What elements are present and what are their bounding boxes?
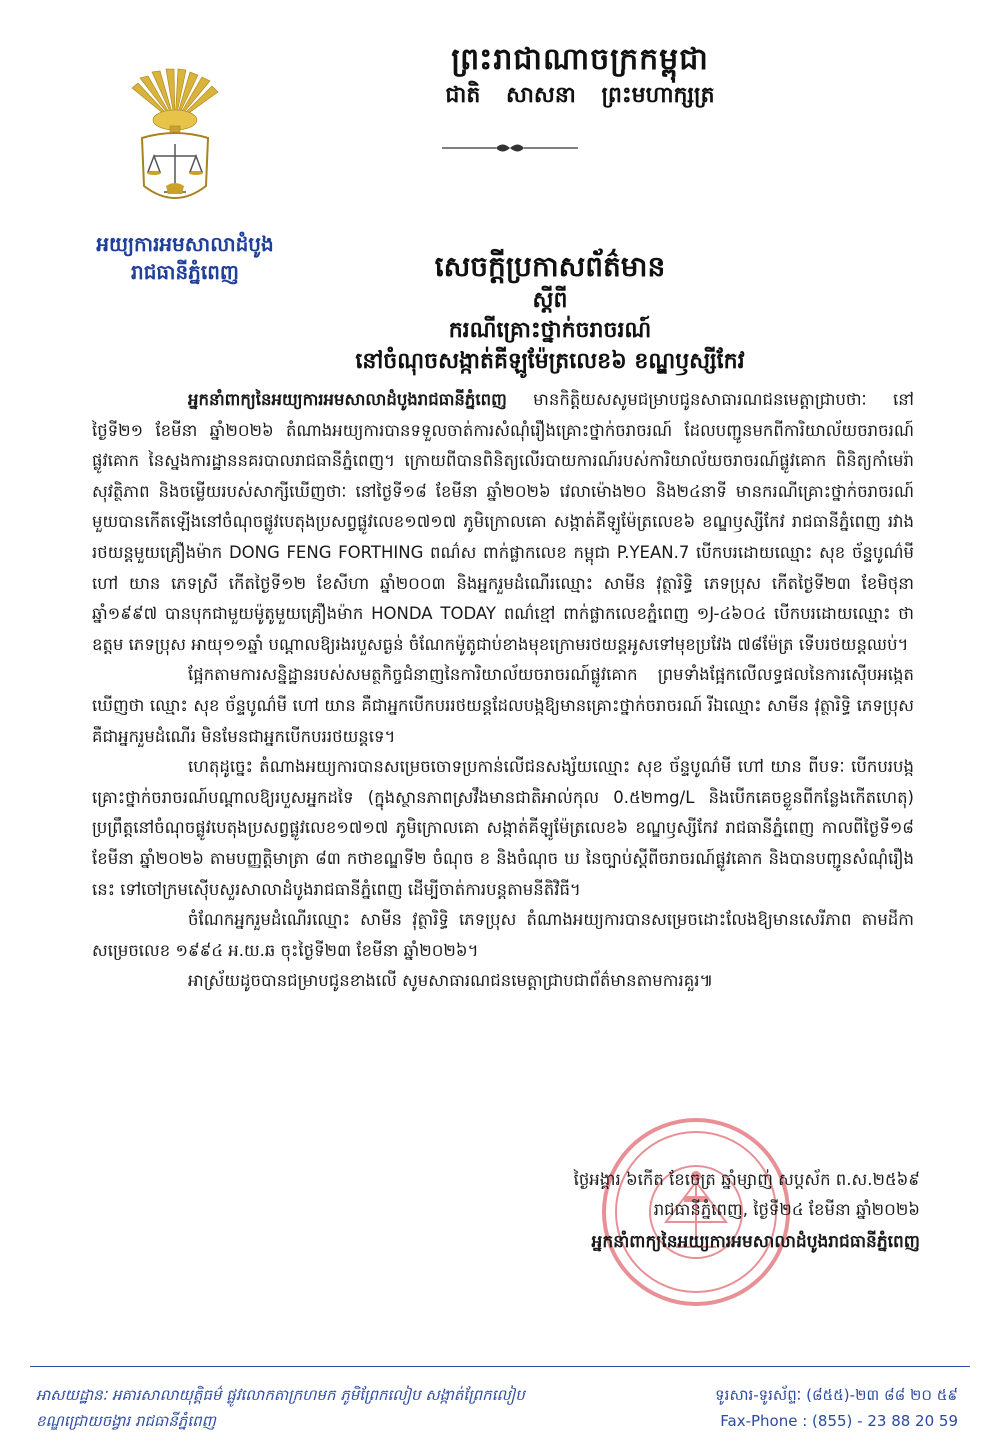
divider-ornament-icon: [440, 140, 580, 156]
title-subject: ករណីគ្រោះថ្នាក់ចរាចរណ៍: [448, 318, 652, 343]
ministry-name: [60, 230, 310, 286]
footer: [30, 1372, 970, 1430]
announcement-body: [92, 385, 914, 997]
footer-address: [36, 1382, 596, 1434]
kingdom-name: ព្រះរាជាណាចក្រកម្ពុជា: [451, 42, 709, 77]
footer-contact: [658, 1382, 958, 1434]
lunar-date: ថ្ងៃអង្គារ ៦កើត ខែចេត្រ ឆ្នាំម្សាញ់ សប្តស័ក ព.ស.២៥៦៩: [573, 1170, 920, 1189]
paragraph-1-text: មានកិត្តិយសសូមជម្រាបជូនសាធារណជនមេត្តាជ្រាបថាៈ នៅថ្ងៃទី២១ ខែមីនា ឆ្នាំ២០២៦ តំណាងអយ្យការបានទទួលចាត់ការសំណុំរឿងគ្រោះថ្នាក់ចរាចរណ៍ ដែលបញ្ជូនមកពីការិយាល័យចរាចរណ៍ផ្លូវគោក នៃស្នងការដ្ឋាននគរបាលរាជធានីភ្នំពេញ។ ក្រោយពីបានពិនិត្យលើរបាយការណ៍របស់ការិយាល័យចរាចរណ៍ផ្លូវគោក ពិនិត្យកាំមេរ៉ាសុវត្ថិភាព និងចម្លើយរបស់សាក្សីឃើញថាៈ នៅថ្ងៃទី១៨ ខែមីនា ឆ្នាំ២០២៦ វេលាម៉ោង២០ និង២៤នាទី មានករណីគ្រោះថ្នាក់ចរាចរណ៍មួយបានកើតឡើងនៅចំណុចផ្លូវបេតុងប្រសព្វផ្លូវលេខ១៧១៧ ភូមិក្រោលគោ សង្កាត់គីឡូម៉ែត្រលេខ៦ ខណ្ឌឫស្សីកែវ រាជធានីភ្នំពេញ រវាងរថយន្តមួយគ្រឿងម៉ាក DONG FENG FORTHING ពណ៌ស ពាក់ផ្លាកលេខ កម្ពុជា P.YEAN.7 បើកបរដោយឈ្មោះ សុខ ច័ន្ទបូណ៌មី ហៅ យាន ភេទស្រី កើតថ្ងៃទី១២ ខែសីហា ឆ្នាំ២០០៣ និងអ្នករួមដំណើរឈ្មោះ សាមីន វុត្ថារិទ្ធិ ភេទប្រុស កើតថ្ងៃទី២៣ ខែមិថុនា ឆ្នាំ១៩៩៧ បានបុកជាមួយម៉ូតូមួយគ្រឿងម៉ាក HONDA TODAY ពណ៌ខ្មៅ ពាក់ផ្លាកលេខភ្នំពេញ ១J-៤៦០៤ បើកបរដោយឈ្មោះ ថា ឧត្តម ភេទប្រុស អាយុ១១ឆ្នាំ បណ្តាលឱ្យរងរបួសធ្ងន់ ចំណែកម៉ូតូជាប់ខាងមុខក្រោមរថយន្តអូសទៅមុខប្រវែង ៧៨ម៉ែត្រ ទើបរថយន្តឈប់។: [92, 390, 914, 654]
phone-english: Fax-Phone : (855) - 23 88 20 59: [720, 1412, 958, 1430]
paragraph-4: ចំណែកអ្នករួមដំណើរឈ្មោះ សាមីន វុត្ថារិទ្ធិ ភេទប្រុស តំណាងអយ្យការបានសម្រេចដោះលែងឱ្យមានសេរីភាព តាមដីកាសម្រេចលេខ ១៩៩៤ អ.យ.ឆ ចុះថ្ងៃទី២៣ ខែមីនា ឆ្នាំ២០២៦។: [92, 910, 914, 960]
paragraph-2: ផ្អែកតាមការសន្និដ្ឋានរបស់សមត្ថកិច្ចជំនាញនៃការិយាល័យចរាចរណ៍ផ្លូវគោក ព្រមទាំងផ្អែកលើលទ្ធផលនៃការស៊ើបអង្កេតឃើញថា ឈ្មោះ សុខ ច័ន្ទបូណ៌មី ហៅ យាន គឺជាអ្នកបើកបររថយន្តដែលបង្កឱ្យមានគ្រោះថ្នាក់ចរាចរណ៍ រីឯឈ្មោះ សាមីន វុត្ថារិទ្ធិ ភេទប្រុស គឺជាអ្នករួមដំណើរ មិនមែនជាអ្នកបើកបររថយន្តទេ។: [92, 665, 914, 746]
title-about: ស្តីពី: [532, 288, 568, 313]
signatory-title: អ្នកនាំពាក្យនៃអយ្យការអមសាលាដំបូងរាជធានីភ្នំពេញ: [591, 1232, 920, 1252]
paragraph-5: អាស្រ័យដូចបានជម្រាបជូនខាងលើ សូមសាធារណជនមេត្តាជ្រាបជាព័ត៌មានតាមការគួរ៕: [188, 971, 714, 991]
ministry-name-line2: រាជធានីភ្នំពេញ: [131, 260, 239, 284]
signoff-block: [420, 1165, 920, 1257]
ministry-name-line1: អយ្យការអមសាលាដំបូង: [96, 232, 274, 256]
title-location: នៅចំណុចសង្កាត់គីឡូម៉ែត្រលេខ៦ ខណ្ឌឫស្សីកែវ: [355, 349, 745, 374]
national-motto: ជាតិ សាសនា ព្រះមហាក្សត្រ: [445, 83, 715, 108]
phone-khmer: ទូរសារ-ទូរស័ព្ទៈ (៨៥៥)-២៣ ៨៨ ២០ ៥៩: [715, 1386, 958, 1404]
kingdom-heading: [330, 40, 830, 112]
spokesperson-lead: អ្នកនាំពាក្យនៃអយ្យការអមសាលាដំបូងរាជធានីភ្នំពេញ: [188, 390, 507, 409]
paragraph-1: [92, 385, 914, 660]
address-line2: ខណ្ឌជ្រោយចង្វារ រាជធានីភ្នំពេញ: [36, 1412, 216, 1430]
place-and-date: រាជធានីភ្នំពេញ, ថ្ងៃទី២៤ ខែមីនា ឆ្នាំ២០២៦: [653, 1200, 920, 1219]
footer-divider: [30, 1366, 970, 1367]
paragraph-3: ហេតុដូច្នេះ តំណាងអយ្យការបានសម្រេចចោទប្រកាន់លើជនសង្ស័យឈ្មោះ សុខ ច័ន្ទបូណ៌មី ហៅ យាន ពីបទៈ បើកបរបង្កគ្រោះថ្នាក់ចរាចរណ៍បណ្តាលឱ្យរបួសអ្នកដទៃ (ក្នុងស្ថានភាពស្រវឹងមានជាតិអាល់កុល 0.៥២mg/L និងបើកគេចខ្លួនពីកន្លែងកើតហេតុ) ប្រព្រឹត្តនៅចំណុចផ្លូវបេតុងប្រសព្វផ្លូវលេខ១៧១៧ ភូមិក្រោលគោ សង្កាត់គីឡូម៉ែត្រលេខ៦ ខណ្ឌឫស្សីកែវ រាជធានីភ្នំពេញ កាលពីថ្ងៃទី១៨ ខែមីនា ឆ្នាំ២០២៦ តាមបញ្ញត្តិមាត្រា ៨៣ កថាខណ្ឌទី២ ចំណុច ខ និងចំណុច ឃ នៃច្បាប់ស្តីពីចរាចរណ៍ផ្លូវគោក និងបានបញ្ជូនសំណុំរឿងនេះ ទៅចៅក្រមស៊ើបសួរសាលាដំបូងរាជធានីភ្នំពេញ ដើម្បីចាត់ការបន្តតាមនីតិវិធី។: [92, 757, 914, 899]
announcement-title: [290, 248, 810, 378]
ministry-emblem-icon: [120, 68, 230, 218]
address-line1: អាសយដ្ឋានៈ អគារសាលាយុត្តិធម៌ ផ្លូវលោកតាក្រហមក ភូមិព្រែកលៀប សង្កាត់ព្រែកលៀប: [36, 1386, 525, 1404]
title-main: សេចក្តីប្រកាសព័ត៌មាន: [434, 250, 666, 283]
